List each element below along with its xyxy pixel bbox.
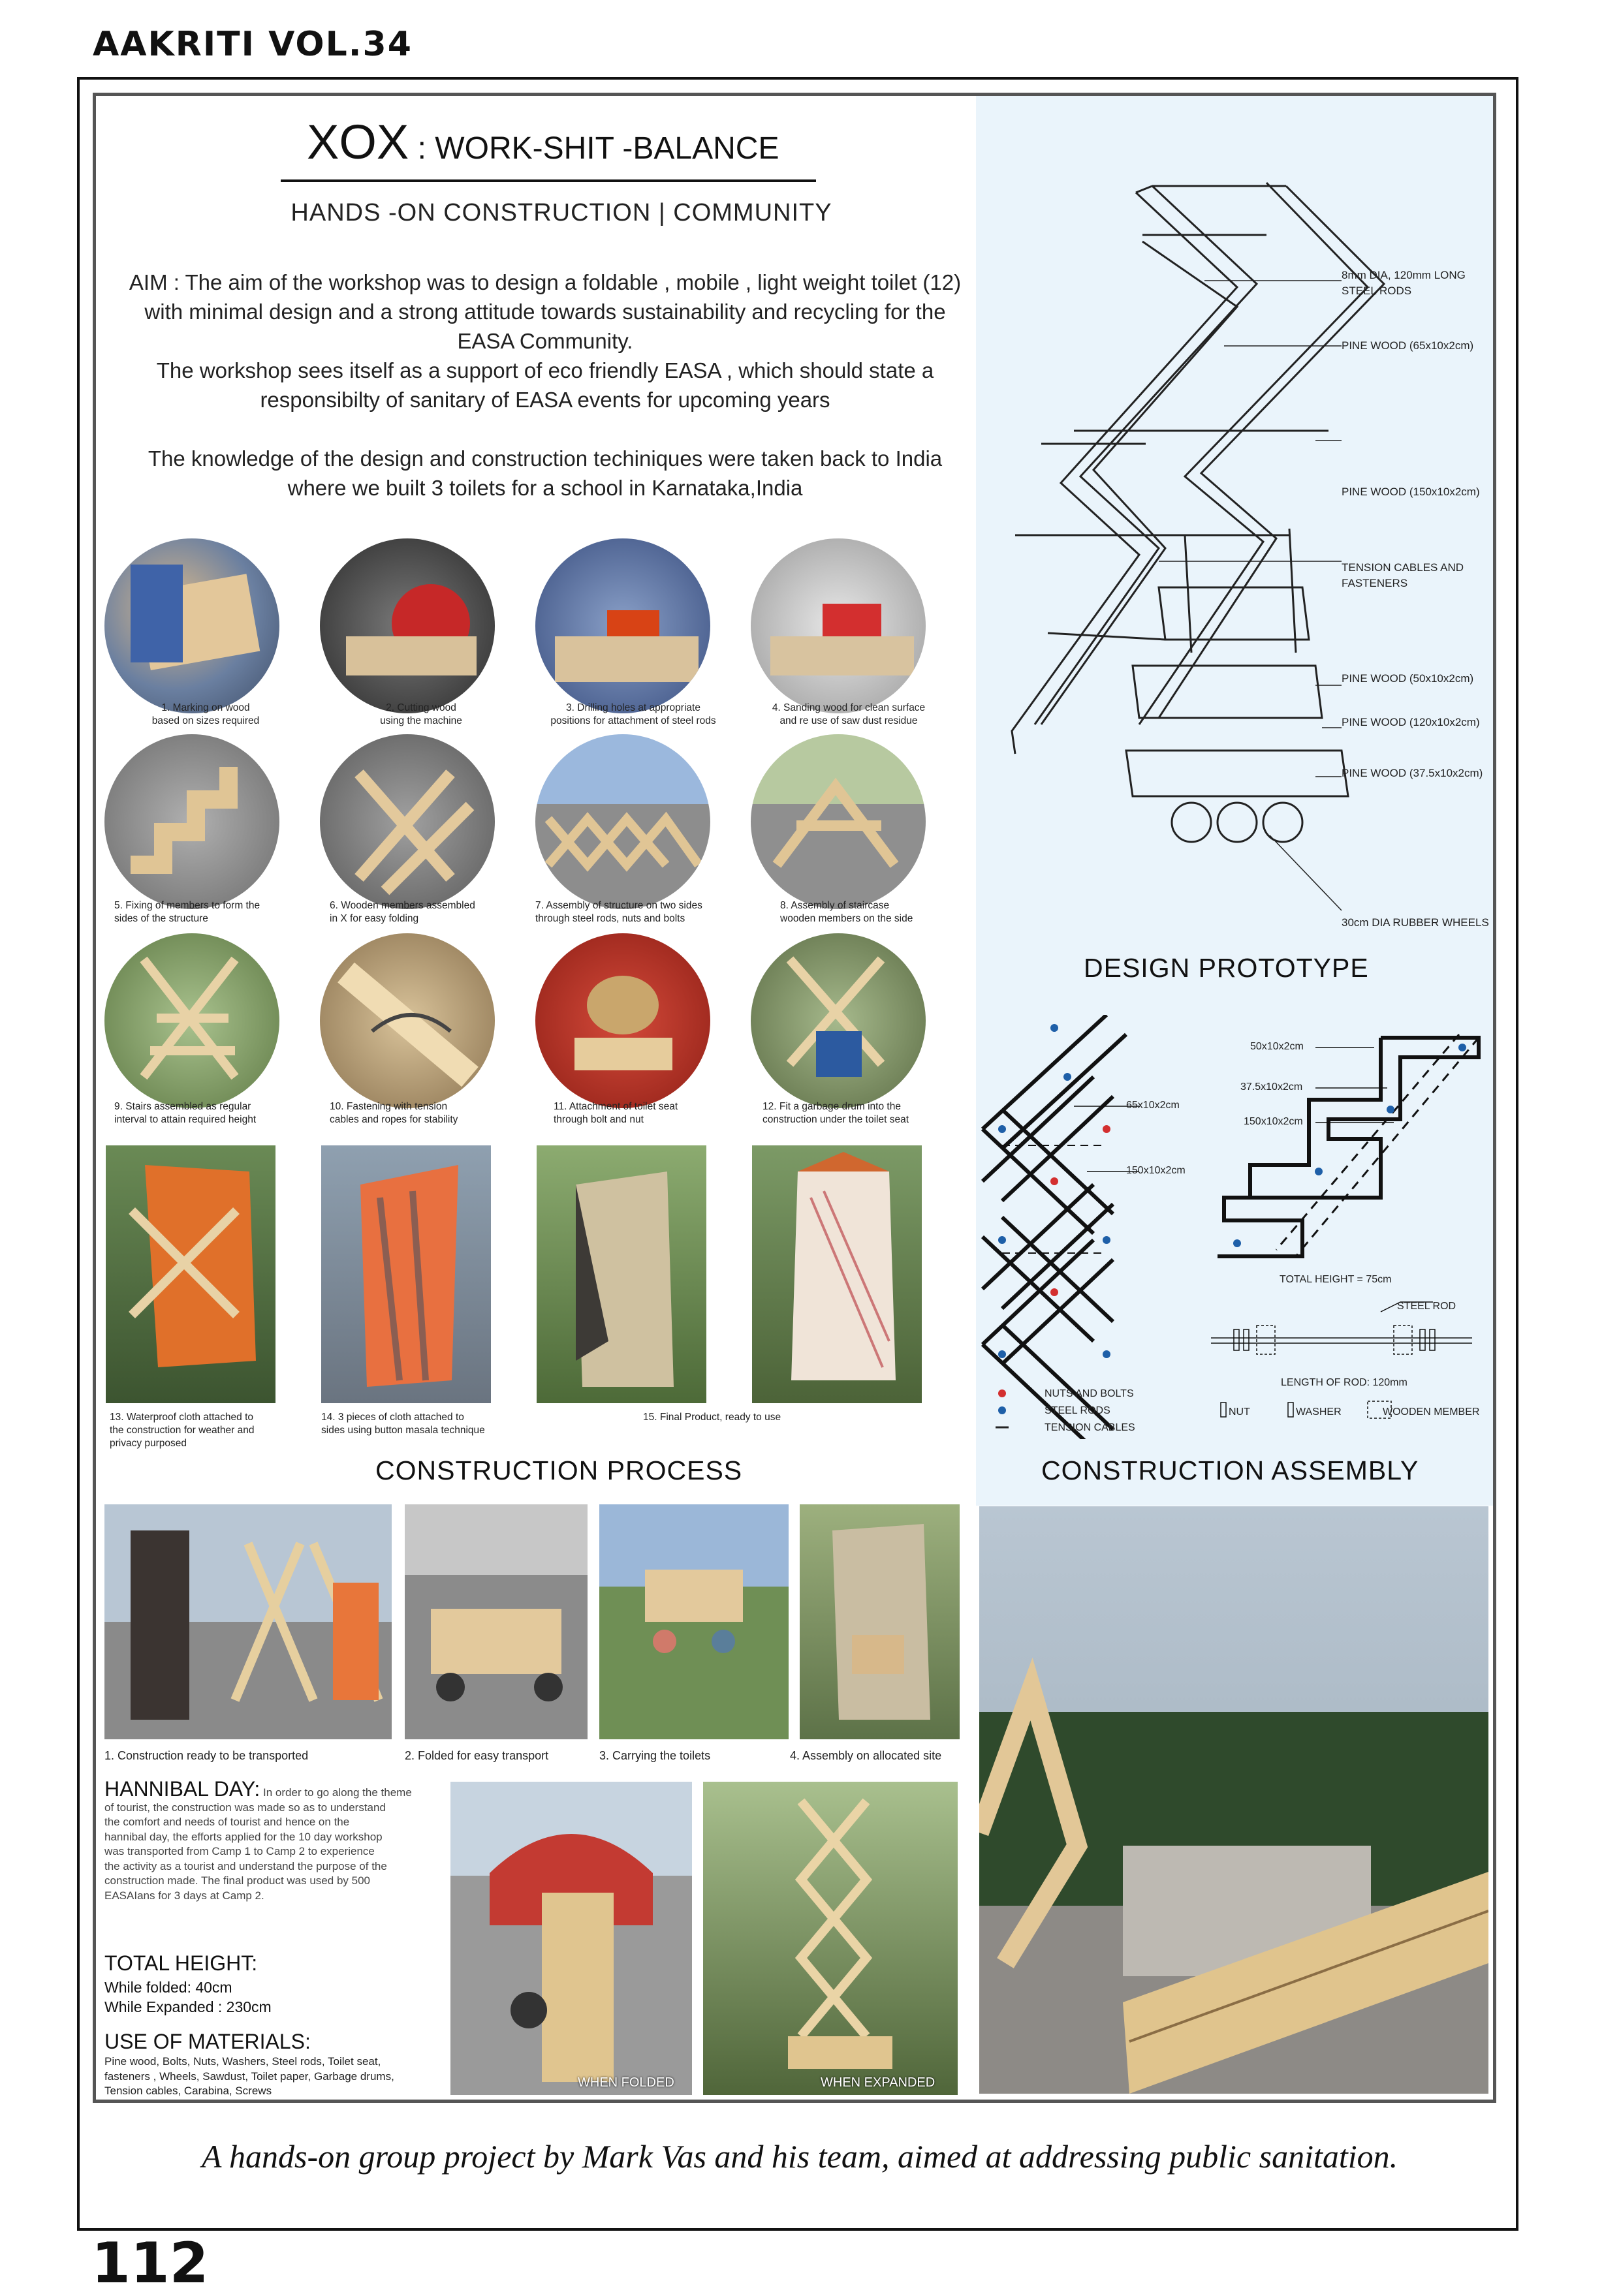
steel-rod-label: STEEL ROD <box>1397 1301 1456 1312</box>
label-pine-50: PINE WOOD (50x10x2cm) <box>1342 672 1474 685</box>
step-photo-sanding <box>751 538 926 713</box>
construction-process-heading: CONSTRUCTION PROCESS <box>375 1455 743 1485</box>
materials-list <box>104 2055 444 2099</box>
title-underline <box>281 179 816 182</box>
cloth-photo-14 <box>321 1145 491 1403</box>
transport-photo-1 <box>104 1504 392 1739</box>
footer-caption: A hands-on group project by Mark Vas and his team, aimed at addressing public sanitation. <box>201 2138 1398 2175</box>
caption-line: through steel rods, nuts and bolts <box>535 913 685 924</box>
assembly-drawing <box>976 1015 1493 1439</box>
step-photo-staircase <box>751 734 926 909</box>
legend-dot-nuts <box>998 1389 1006 1397</box>
step-photo-fixing <box>104 734 279 909</box>
cloth-photo-final <box>752 1145 922 1403</box>
caption-line: 14. 3 pieces of cloth attached to <box>321 1412 464 1423</box>
caption-line: sides of the structure <box>114 913 208 924</box>
legend-cables: TENSION CABLES <box>1045 1422 1135 1433</box>
hannibal-line: was transported from Camp 1 to Camp 2 to experience <box>104 1845 375 1857</box>
materials-line: Tension cables, Carabina, Screws <box>104 2085 272 2097</box>
part-legend-washer: WASHER <box>1296 1406 1342 1418</box>
label-pine-65: PINE WOOD (65x10x2cm) <box>1342 339 1474 352</box>
hannibal-line: construction made. The final product was used by 500 <box>104 1874 370 1887</box>
folded-label: WHEN FOLDED <box>578 2075 674 2090</box>
step-photo-garbage-drum <box>751 933 926 1108</box>
label-pine-150: PINE WOOD (150x10x2cm) <box>1342 486 1480 498</box>
part-legend-nut: NUT <box>1229 1406 1250 1418</box>
caption-line: 12. Fit a garbage drum into the <box>762 1101 901 1112</box>
expanded-label: WHEN EXPANDED <box>821 2075 935 2090</box>
step-caption-2 <box>330 702 512 728</box>
caption-line: 4. Sanding wood for clean surface <box>772 702 926 713</box>
caption-line: in X for easy folding <box>330 913 419 924</box>
cloth-caption-15 <box>643 1411 852 1424</box>
caption-line: privacy purposed <box>110 1438 187 1449</box>
caption-line: 10. Fastening with tension <box>330 1101 448 1112</box>
project-title-sub: WORK-SHIT -BALANCE <box>435 131 779 166</box>
hannibal-line: EASAIans for 3 days at Camp 2. <box>104 1889 264 1902</box>
step-photo-marking <box>104 538 279 713</box>
step-caption-10 <box>330 1100 526 1126</box>
caption-line: sides using button masala technique <box>321 1425 485 1436</box>
aim-line: responsibilty of sanitary of EASA events for upcoming years <box>260 388 830 412</box>
step-photo-two-sides <box>535 734 710 909</box>
prototype-drawing <box>976 170 1493 946</box>
hannibal-heading: HANNIBAL DAY: <box>104 1777 260 1801</box>
transport-photo-2 <box>405 1504 588 1739</box>
step-caption-7 <box>535 899 744 925</box>
aim-line: The knowledge of the design and construction techiniques were taken back to India <box>148 446 943 471</box>
assembly-label-65: 65x10x2cm <box>1126 1100 1180 1111</box>
legend-rods: STEEL RODS <box>1045 1405 1110 1416</box>
hannibal-line: the comfort and needs of tourist and hence on the <box>104 1816 350 1828</box>
hannibal-line: of tourist, the construction was made so as to understand <box>104 1801 386 1814</box>
label-wheels: 30cm DIA RUBBER WHEELS <box>1342 916 1489 929</box>
project-title <box>307 114 779 170</box>
step-photo-cutting <box>320 538 495 713</box>
aim-line: AIM : The aim of the workshop was to design a foldable , mobile , light weight toilet (12) <box>129 270 962 294</box>
project-title-main: XOX <box>307 115 409 169</box>
stair-label-50: 50x10x2cm <box>1250 1041 1304 1052</box>
step-caption-12 <box>762 1100 971 1126</box>
hannibal-block <box>104 1777 444 1903</box>
stair-label-150: 150x10x2cm <box>1244 1116 1303 1127</box>
materials-line: Pine wood, Bolts, Nuts, Washers, Steel rods, Toilet seat, <box>104 2055 381 2068</box>
caption-line: using the machine <box>380 715 462 726</box>
caption-line: 8. Assembly of staircase <box>780 900 890 911</box>
step-caption-9 <box>114 1100 310 1126</box>
materials-heading: USE OF MATERIALS: <box>104 2030 311 2053</box>
caption-line: interval to attain required height <box>114 1114 257 1125</box>
caption-line: 15. Final Product, ready to use <box>643 1412 781 1423</box>
step-caption-4 <box>751 702 947 728</box>
page-number: 112 <box>91 2231 209 2296</box>
aim-line: with minimal design and a strong attitude towards sustainability and recycling for the <box>144 300 946 324</box>
folded-photo <box>450 1782 692 2095</box>
caption-line: 13. Waterproof cloth attached to <box>110 1412 253 1423</box>
legend-nuts: NUTS AND BOLTS <box>1045 1388 1134 1399</box>
caption-line: 5. Fixing of members to form the <box>114 900 260 911</box>
step-photo-fastening <box>320 933 495 1108</box>
project-subtitle: HANDS -ON CONSTRUCTION | COMMUNITY <box>291 199 832 226</box>
construction-assembly-heading: CONSTRUCTION ASSEMBLY <box>1041 1455 1419 1485</box>
label-tension-1: TENSION CABLES AND <box>1342 561 1464 574</box>
height-expanded: While Expanded : 230cm <box>104 1998 272 2015</box>
caption-line: construction under the toilet seat <box>762 1114 909 1125</box>
transport-caption-3: 3. Carrying the toilets <box>599 1749 711 1762</box>
aim-line: EASA Community. <box>457 329 633 353</box>
cloth-caption-14 <box>321 1411 530 1437</box>
caption-line: 11. Attachment of toilet seat <box>554 1101 678 1112</box>
step-caption-1 <box>114 702 297 728</box>
caption-line: through bolt and nut <box>554 1114 644 1125</box>
step-caption-5 <box>114 899 310 925</box>
stair-label-37: 37.5x10x2cm <box>1240 1081 1303 1093</box>
cloth-photo-13 <box>106 1145 275 1403</box>
transport-photo-3 <box>599 1504 789 1739</box>
assembled-site-photo <box>979 1506 1488 2094</box>
materials-line: fasteners , Wheels, Sawdust, Toilet paper, Garbage drums, <box>104 2070 394 2083</box>
hannibal-line: hannibal day, the efforts applied for the 10 day workshop <box>104 1830 383 1843</box>
design-prototype-heading: DESIGN PROTOTYPE <box>1084 953 1369 983</box>
total-height-heading: TOTAL HEIGHT: <box>104 1951 258 1975</box>
hannibal-first-line <box>104 1777 444 1801</box>
caption-line: the construction for weather and <box>110 1425 255 1436</box>
transport-caption-1: 1. Construction ready to be transported <box>104 1749 309 1762</box>
aim-line: The workshop sees itself as a support of eco friendly EASA , which should state a <box>156 358 934 382</box>
step-caption-8 <box>780 899 963 925</box>
hannibal-line: In order to go along the theme <box>260 1786 412 1799</box>
step-photo-x-members <box>320 734 495 909</box>
caption-line: 2. Cutting wood <box>386 702 456 713</box>
aim-line: where we built 3 toilets for a school in Karnataka,India <box>287 476 803 500</box>
caption-line: wooden members on the side <box>780 913 913 924</box>
label-steel-rods-2: STEEL RODS <box>1342 285 1412 297</box>
caption-line: based on sizes required <box>151 715 260 726</box>
caption-line: positions for attachment of steel rods <box>550 715 716 726</box>
caption-line: and re use of saw dust residue <box>779 715 918 726</box>
cloth-photo-15 <box>537 1145 706 1403</box>
height-folded: While folded: 40cm <box>104 1979 232 1996</box>
step-photo-toilet-seat <box>535 933 710 1108</box>
label-pine-37: PINE WOOD (37.5x10x2cm) <box>1342 767 1483 779</box>
assembly-label-150: 150x10x2cm <box>1126 1165 1186 1176</box>
step-photo-stairs <box>104 933 279 1108</box>
legend-dot-rods <box>998 1406 1006 1414</box>
magazine-title: AAKRITI VOL.34 <box>93 25 413 64</box>
label-pine-120: PINE WOOD (120x10x2cm) <box>1342 716 1480 728</box>
caption-line: 1. Marking on wood <box>161 702 250 713</box>
caption-line: cables and ropes for stability <box>330 1114 458 1125</box>
label-tension-2: FASTENERS <box>1342 577 1408 589</box>
total-height-label: TOTAL HEIGHT = 75cm <box>1280 1274 1392 1285</box>
label-steel-rods-1: 8mm DIA, 120mm LONG <box>1342 269 1466 281</box>
caption-line: 6. Wooden members assembled <box>330 900 475 911</box>
project-title-separator: : <box>409 131 435 166</box>
transport-caption-4: 4. Assembly on allocated site <box>790 1749 942 1762</box>
caption-line: 3. Drilling holes at appropriate <box>566 702 700 713</box>
step-caption-3 <box>529 702 738 728</box>
part-legend-wooden: WOODEN MEMBER <box>1383 1406 1480 1418</box>
transport-caption-2: 2. Folded for easy transport <box>405 1749 549 1762</box>
aim-spacer <box>108 414 982 444</box>
transport-photo-4 <box>800 1504 960 1739</box>
expanded-photo <box>703 1782 958 2095</box>
step-photo-drilling <box>535 538 710 713</box>
hannibal-line: the activity as a tourist and understand the purpose of the <box>104 1859 387 1872</box>
aim-paragraph <box>108 268 982 503</box>
cloth-caption-13 <box>110 1411 306 1450</box>
caption-line: 7. Assembly of structure on two sides <box>535 900 702 911</box>
step-caption-6 <box>330 899 526 925</box>
caption-line: 9. Stairs assembled as regular <box>114 1101 251 1112</box>
rod-length-label: LENGTH OF ROD: 120mm <box>1281 1377 1407 1388</box>
step-caption-11 <box>554 1100 749 1126</box>
